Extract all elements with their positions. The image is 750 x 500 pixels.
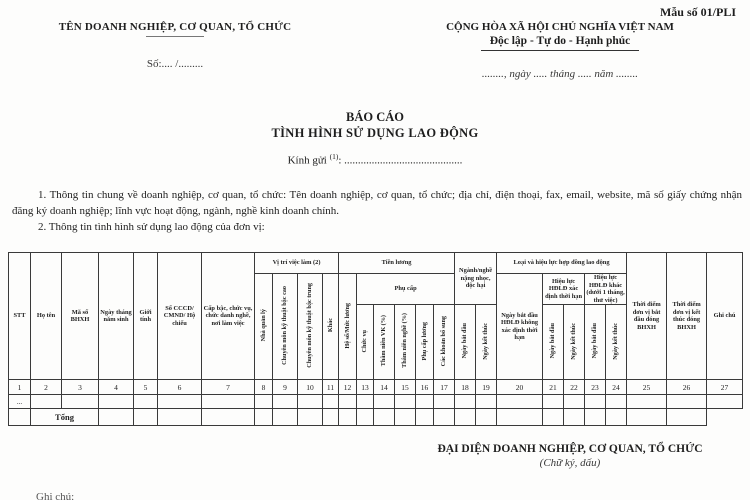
col-header-bhxh-ket-thuc: Thời điểm đơn vị kết thúc đóng BHXH	[667, 253, 707, 380]
addressee-label: Kính gửi	[287, 154, 327, 167]
col-header-xd-ngay-bat-dau: Ngày bắt đầu	[543, 305, 564, 380]
col-header-cap-bac: Cấp bậc, chức vụ, chức danh nghề, nơi làm việc	[202, 253, 255, 380]
col-header-cac-khoan-bo-sung: Các khoản bổ sung	[434, 305, 455, 380]
col-header-nha-quan-ly: Nhà quản lý	[255, 274, 273, 380]
col-header-ngay-sinh: Ngày tháng năm sinh	[99, 253, 134, 380]
empty-data-row	[9, 395, 743, 409]
date-line: ........, ngày ..... tháng ..... năm ........	[481, 68, 639, 80]
col-header-xd-ngay-ket-thuc: Ngày kết thúc	[564, 305, 585, 380]
national-motto-line1: CỘNG HÒA XÃ HỘI CHỦ NGHĨA VIỆT NAM	[446, 21, 674, 33]
col-header-nganh-nghe-ngay-bat-dau: Ngày bắt đầu	[455, 305, 476, 380]
report-title	[0, 110, 750, 141]
addressee-footnote-ref: (1)	[329, 152, 339, 161]
col-header-phu-cap-luong: Phụ cấp lương	[416, 305, 434, 380]
col-header-bhxh-bat-dau: Thời điểm đơn vị bắt đầu đóng BHXH	[627, 253, 667, 380]
column-number-row: 1 2 3 4 5 6 7 8 9 10 11 12 13 14 15 16 17 18 19 20 21 22 23 24 25 26 27	[9, 380, 743, 395]
org-name-heading: TÊN DOANH NGHIỆP, CƠ QUAN, TỔ CHỨC	[58, 21, 292, 33]
col-header-khac-ngay-bat-dau: Ngày bắt đầu	[585, 305, 606, 380]
group-header-hop-dong: Loại và hiệu lực hợp đồng lao động	[497, 253, 627, 274]
col-header-nganh-nghe-ngay-ket-thuc: Ngày kết thúc	[476, 305, 497, 380]
paragraph-1: 1. Thông tin chung về doanh nghiệp, cơ quan, tổ chức: Tên doanh nghiệp, cơ quan, tổ chức; địa chỉ, điện thoại, fax, email, website, mã số giấy chứng nhận đăng ký doanh nghiệp; lĩnh vực hoạt động, ngành, nghề kinh doanh chính.	[12, 189, 742, 217]
col-header-khac: Khác	[323, 274, 339, 380]
addressee-line	[0, 152, 750, 167]
org-header-block	[0, 21, 350, 70]
national-header-block	[385, 21, 735, 80]
col-header-ho-ten: Họ tên	[31, 253, 62, 380]
col-header-stt: STT	[9, 253, 31, 380]
report-title-line1: BÁO CÁO	[346, 110, 404, 124]
org-heading-rule	[146, 36, 204, 37]
group-header-nganh-nghe: Ngành/nghề nặng nhọc, độc hại	[455, 253, 497, 305]
header-row-1	[9, 253, 743, 274]
col-header-gioi-tinh: Giới tính	[134, 253, 158, 380]
body-paragraphs	[12, 188, 742, 236]
col-header-tham-nien-vk: Thâm niên VK (%)	[374, 305, 395, 380]
group-header-vi-tri-viec-lam: Vị trí việc làm (2)	[255, 253, 339, 274]
signature-note: (Chữ ký, dấu)	[539, 457, 601, 469]
national-motto-line2: Độc lập - Tự do - Hạnh phúc	[489, 35, 631, 47]
col-header-chuyen-mon-cao: Chuyên môn kỹ thuật bậc cao	[273, 274, 298, 380]
motto-rule	[481, 50, 639, 51]
total-label-cell: Tổng	[31, 409, 99, 426]
group-header-phu-cap: Phụ cấp	[357, 274, 455, 305]
col-header-hdld-khong-xac-dinh: Ngày bắt đầu HĐLĐ không xác định thời hạn	[497, 274, 543, 380]
ellipsis-cell: ...	[9, 395, 31, 409]
col-header-cccd: Số CCCD/ CMND/ Hộ chiếu	[158, 253, 202, 380]
paragraph-2: 2. Thông tin tình hình sử dụng lao động của đơn vị:	[38, 220, 265, 233]
col-header-chuc-vu: Chức vụ	[357, 305, 374, 380]
col-header-khac-ngay-ket-thuc: Ngày kết thúc	[606, 305, 627, 380]
group-header-hdld-khac: Hiệu lực HĐLĐ khác (dưới 1 tháng, thử việc)	[586, 274, 625, 304]
col-header-ghi-chu: Ghi chú	[707, 253, 743, 380]
total-row	[9, 409, 743, 426]
group-header-tien-luong: Tiền lương	[339, 253, 455, 274]
col-header-chuyen-mon-trung: Chuyên môn kỹ thuật bậc trung	[298, 274, 323, 380]
document-number-line: Số:.... /.........	[146, 58, 204, 70]
signature-block	[395, 443, 745, 469]
footnote-cutoff: Ghi chú:	[36, 491, 75, 500]
signature-title: ĐẠI DIỆN DOANH NGHIỆP, CƠ QUAN, TỔ CHỨC	[437, 443, 703, 455]
group-header-hdld-xac-dinh: Hiệu lực HĐLĐ xác định thời hạn	[543, 274, 585, 305]
addressee-dots: : ...........................................	[338, 154, 463, 167]
col-header-ma-so-bhxh: Mã số BHXH	[62, 253, 99, 380]
report-title-line2: TÌNH HÌNH SỬ DỤNG LAO ĐỘNG	[271, 126, 479, 140]
form-number: Mẫu số 01/PLI	[659, 5, 736, 19]
col-header-tham-nien-nghe: Thâm niên nghề (%)	[395, 305, 416, 380]
labor-usage-table	[8, 252, 743, 426]
col-header-he-so-muc-luong: Hệ số/Mức lương	[339, 274, 357, 380]
